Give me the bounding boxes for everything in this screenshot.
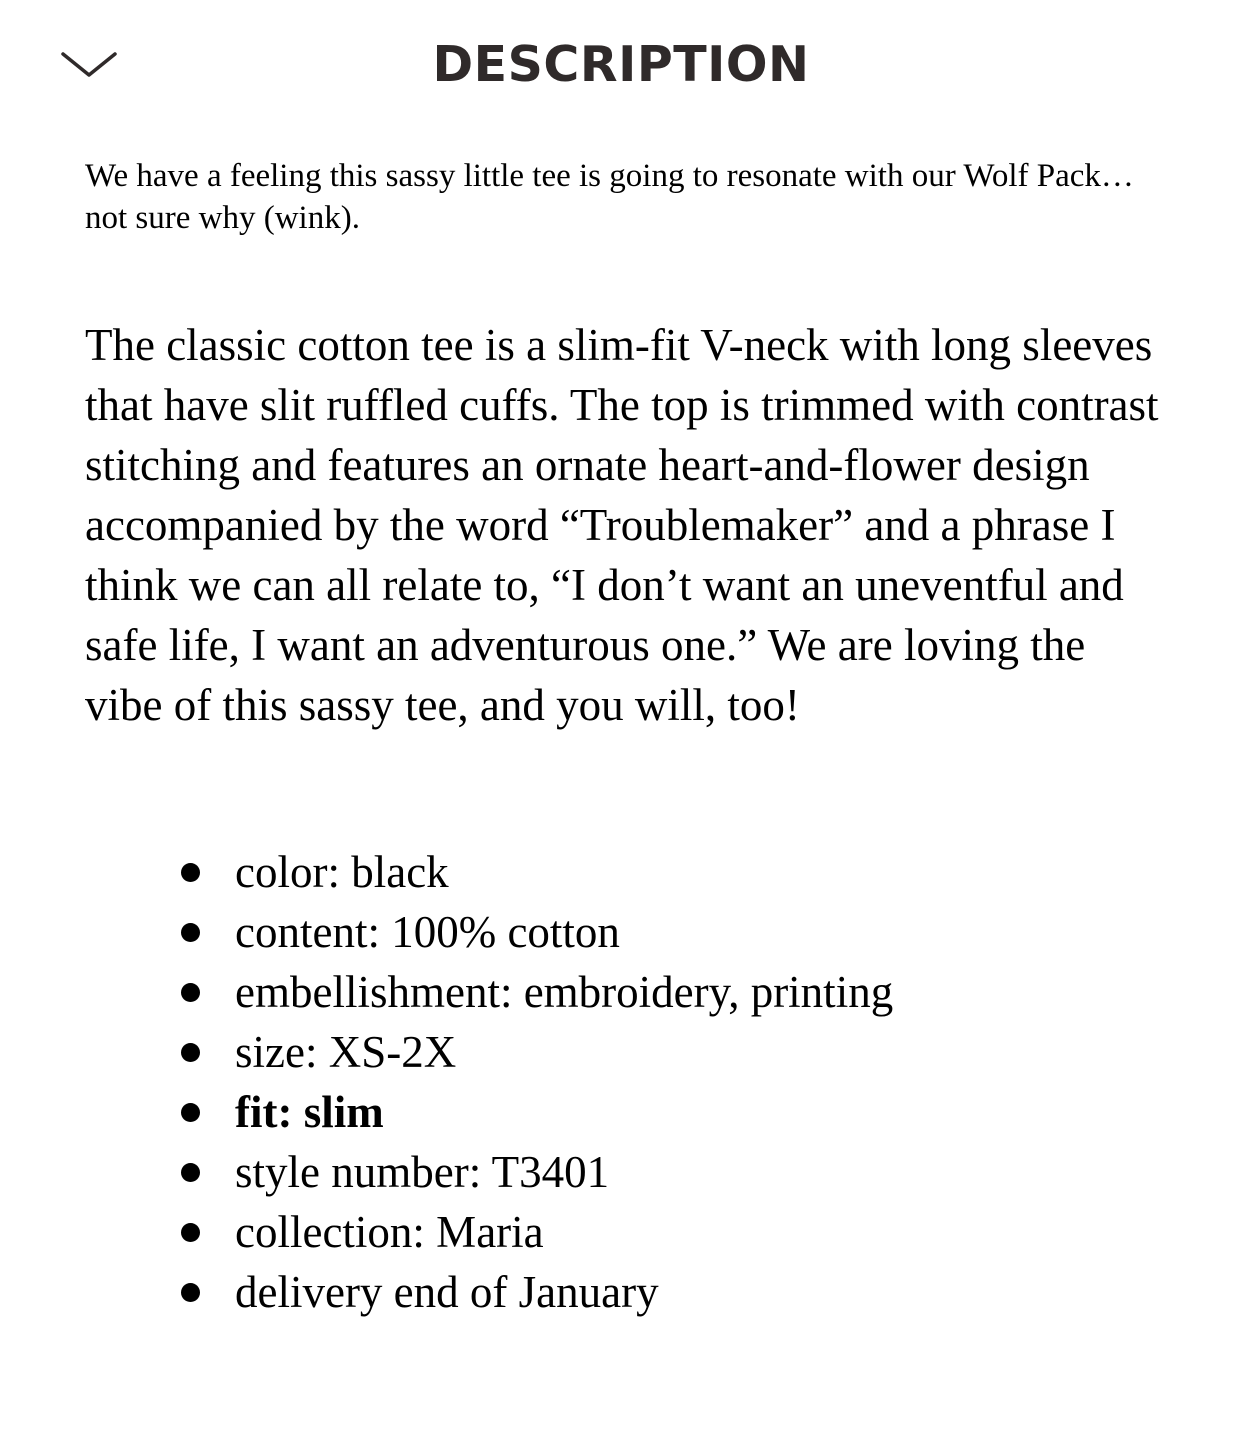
- description-header: [0, 0, 1242, 130]
- bullet-icon: [181, 983, 200, 1002]
- bullet-icon: [181, 1283, 200, 1302]
- detail-size: [0, 1022, 1242, 1082]
- detail-text: fit: slim: [235, 1087, 384, 1137]
- section-title: DESCRIPTION: [432, 36, 810, 93]
- bullet-icon: [181, 923, 200, 942]
- detail-text: embellishment: embroidery, printing: [235, 967, 894, 1017]
- bullet-icon: [181, 1163, 200, 1182]
- detail-text: content: 100% cotton: [235, 907, 620, 957]
- detail-text: color: black: [235, 847, 449, 897]
- detail-text: delivery end of January: [235, 1267, 659, 1317]
- description-body: The classic cotton tee is a slim-fit V-neck with long sleeves that have slit ruffled cuffs. The top is trimmed with contrast stitching and features an ornate heart-and-flower design accompanied by the word “Troublemaker” and a phrase I think we can all relate to, “I don’t want an uneventful and safe life, I want an adventurous one.” We are loving the vibe of this sassy tee, and you will, too!: [85, 320, 1159, 730]
- detail-fit: [0, 1082, 1242, 1142]
- detail-style-number: [0, 1142, 1242, 1202]
- detail-embellishment: [0, 962, 1242, 1022]
- bullet-icon: [181, 1043, 200, 1062]
- description-intro: We have a feeling this sassy little tee is going to resonate with our Wolf Pack… not sure why (wink).: [85, 158, 1134, 236]
- detail-text: collection: Maria: [235, 1207, 544, 1257]
- detail-content: [0, 902, 1242, 962]
- product-details-list: [0, 842, 1242, 1322]
- detail-text: style number: T3401: [235, 1147, 610, 1197]
- bullet-icon: [181, 863, 200, 882]
- detail-color: [0, 842, 1242, 902]
- detail-delivery: [0, 1262, 1242, 1322]
- bullet-icon: [181, 1223, 200, 1242]
- bullet-icon: [181, 1103, 200, 1122]
- detail-collection: [0, 1202, 1242, 1262]
- detail-text: size: XS-2X: [235, 1027, 457, 1077]
